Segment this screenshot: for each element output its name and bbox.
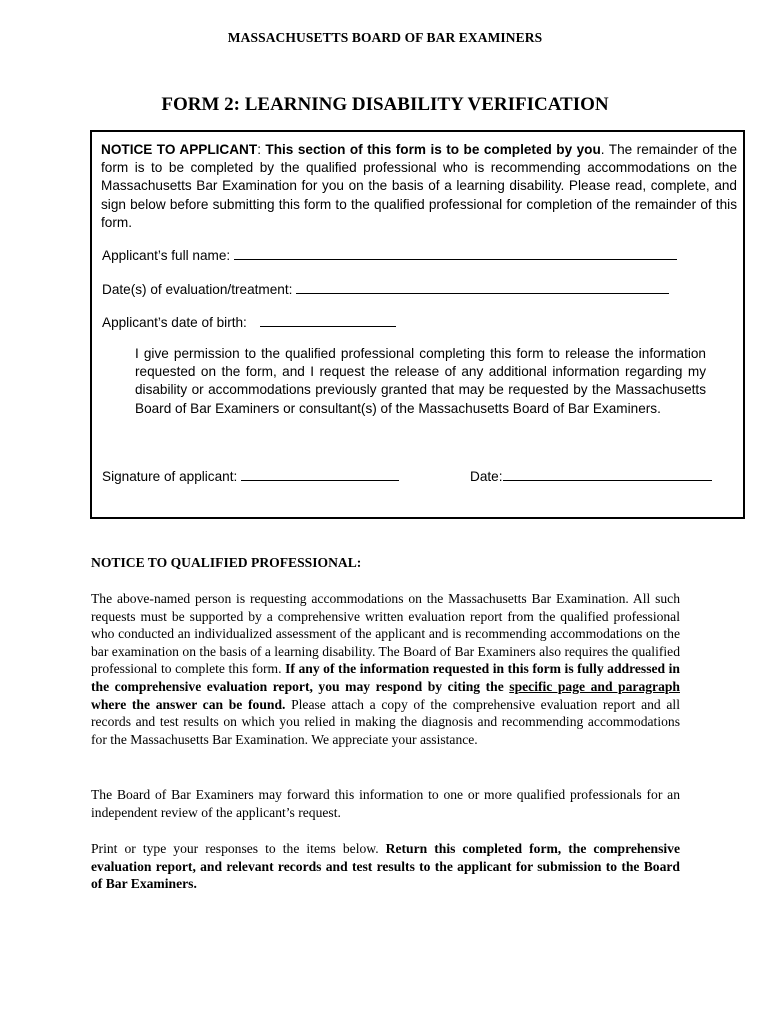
professional-notice-heading: NOTICE TO QUALIFIED PROFESSIONAL: [91, 555, 362, 570]
full-name-row [102, 246, 677, 263]
date-row [470, 467, 712, 484]
signature-field[interactable] [241, 467, 399, 481]
full-name-field[interactable] [234, 246, 677, 260]
para1-end: Please attach a copy of the comprehensive evaluation report and all records and test results on which you relied in making the diagnosis and recommending accommodations for the Massachusetts Bar Examination. We appreciate your assistance. [91, 696, 680, 747]
signature-row [102, 467, 399, 484]
professional-notice-paragraph-2: The Board of Bar Examiners may forward this information to one or more qualified professionals for an independent review of the applicant’s request. [91, 787, 680, 820]
applicant-section-box [90, 130, 745, 519]
para1-bold-b: where the answer can be found. [91, 696, 286, 712]
para1-bold-a: If any of the information requested in this form is fully addressed in the comprehensive evaluation report, you may respond by citing the [91, 661, 680, 694]
specific-page-paragraph: specific page and paragraph [509, 678, 680, 694]
date-field[interactable] [503, 467, 712, 481]
notice-emphasis: This section of this form is to be completed by you [265, 142, 601, 157]
form-title: FORM 2: LEARNING DISABILITY VERIFICATION [161, 94, 609, 115]
birth-date-label: Applicant’s date of birth: [102, 315, 247, 330]
applicant-notice: NOTICE TO APPLICANT: This section of this form is to be completed by you. The remainder of the form is to be completed by the qualified professional who is recommending accommodations on the Massachusetts Bar Examination for you on the basis of a learning disability. Please read, complete, and sign below before submitting this form to the qualified professional for completion of the remainder of this form. [101, 142, 738, 230]
professional-notice-paragraph-3 [91, 840, 680, 893]
full-name-label: Applicant’s full name: [102, 248, 231, 263]
evaluation-dates-label: Date(s) of evaluation/treatment: [102, 282, 293, 297]
notice-label: NOTICE TO APPLICANT [101, 142, 258, 157]
birth-date-field[interactable] [260, 313, 396, 327]
professional-notice-paragraph-1 [91, 590, 680, 748]
organization-header: MASSACHUSETTS BOARD OF BAR EXAMINERS [227, 30, 543, 45]
date-label: Date: [470, 469, 503, 484]
birth-date-row [102, 313, 396, 330]
evaluation-dates-field[interactable] [296, 280, 669, 294]
signature-label: Signature of applicant: [102, 469, 238, 484]
notice-rest: The remainder of the form is to be completed by the qualified professional who is recommending accommodations on the Massachusetts Bar Examination for you on the basis of a learning disability. Please read, complete, and sign below before submitting this form to the qualified professional for completion of the remainder of this form. [101, 142, 738, 230]
evaluation-dates-row [102, 280, 669, 297]
para3-bold: Return this completed form, the comprehensive evaluation report, and relevant records and test results to the applicant for submission to the Board of Bar Examiners. [91, 841, 680, 892]
para1-start: The above-named person is requesting accommodations on the Massachusetts Bar Examination. All such requests must be supported by a comprehensive written evaluation report from the qualified professional who conducted an individualized assessment of the applicant and is recommending accommodations on the bar examination on the basis of a learning disability. The Board of Bar Examiners also requires the qualified professional to complete this form. [91, 591, 680, 677]
para3-start: Print or type your responses to the items below. [91, 841, 379, 856]
permission-statement: I give permission to the qualified professional completing this form to release the information requested on the form, and I request the release of any additional information regarding my disability or accommodations previously granted that may be requested by the Massachusetts Board of Bar Examiners or consultant(s) of the Massachusetts Board of Bar Examiners. [135, 346, 706, 416]
